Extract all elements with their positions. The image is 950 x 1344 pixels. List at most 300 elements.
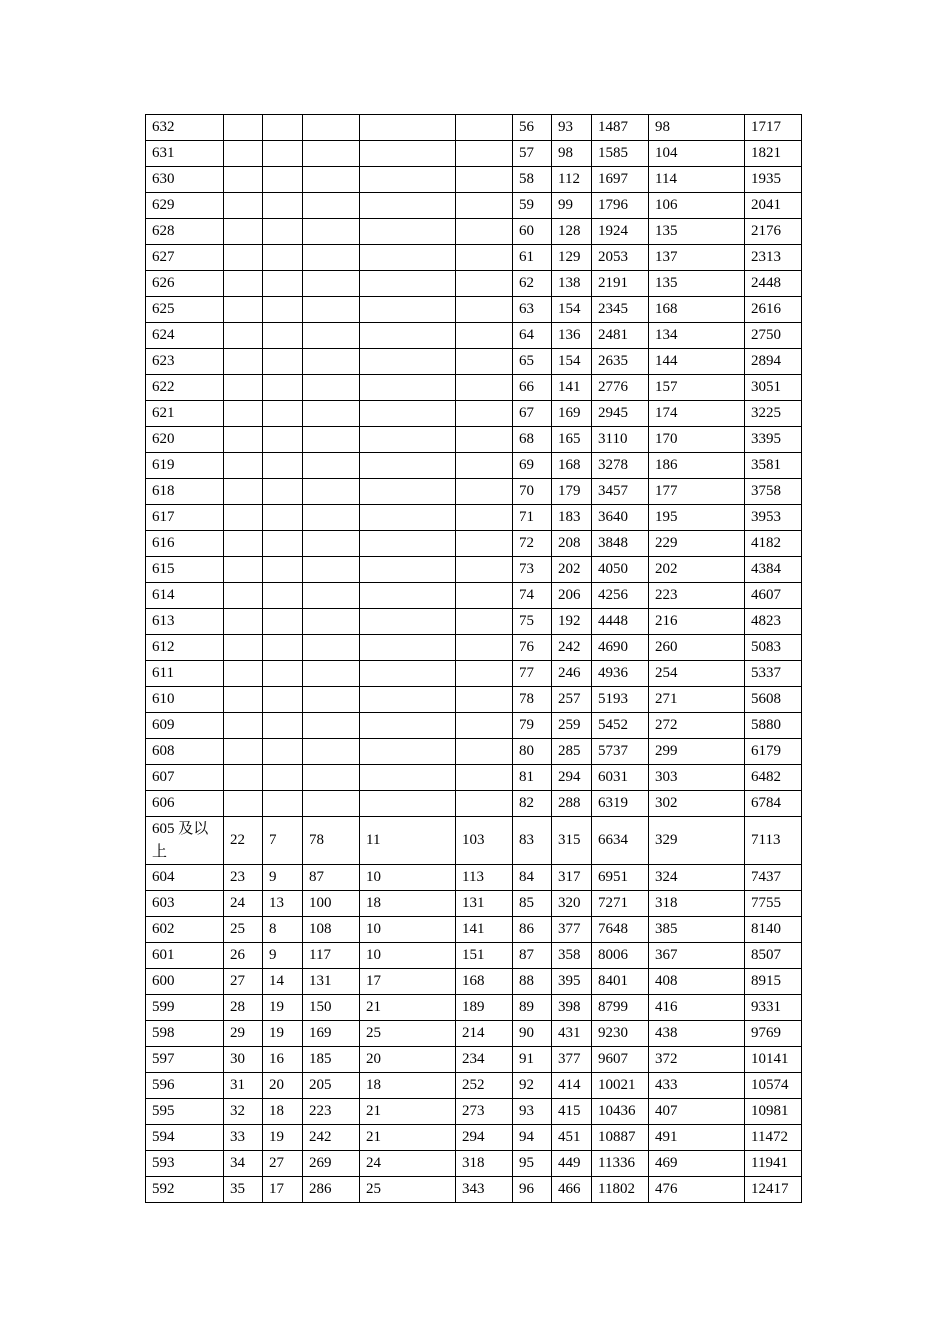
rank-a-cell: 33 <box>224 1125 263 1151</box>
score-cell: 607 <box>146 765 224 791</box>
cumulative-b2-cell: 2176 <box>745 219 802 245</box>
rank-a-cell: 26 <box>224 943 263 969</box>
cumulative-b2-cell: 4823 <box>745 609 802 635</box>
score-cell: 592 <box>146 1177 224 1203</box>
rank-b-cell: 59 <box>513 193 552 219</box>
count-b2-cell: 170 <box>649 427 745 453</box>
rank-b-cell: 75 <box>513 609 552 635</box>
cumulative-a2-cell <box>456 505 513 531</box>
cumulative-b2-cell: 1717 <box>745 115 802 141</box>
score-cell: 622 <box>146 375 224 401</box>
count-b2-cell: 168 <box>649 297 745 323</box>
score-cell: 593 <box>146 1151 224 1177</box>
rank-a-cell <box>224 167 263 193</box>
count-a1-cell: 7 <box>263 817 303 865</box>
score-cell: 598 <box>146 1021 224 1047</box>
score-cell: 623 <box>146 349 224 375</box>
rank-a-cell <box>224 453 263 479</box>
count-a1-cell <box>263 453 303 479</box>
count-b2-cell: 491 <box>649 1125 745 1151</box>
cumulative-a2-cell <box>456 609 513 635</box>
count-b1-cell: 294 <box>552 765 592 791</box>
score-cell: 603 <box>146 891 224 917</box>
count-a2-cell: 18 <box>360 1073 456 1099</box>
cumulative-b2-cell: 3395 <box>745 427 802 453</box>
count-a2-cell <box>360 271 456 297</box>
count-b1-cell: 414 <box>552 1073 592 1099</box>
table-row <box>146 1125 802 1151</box>
count-b2-cell: 229 <box>649 531 745 557</box>
count-a2-cell <box>360 661 456 687</box>
cumulative-a1-cell <box>303 271 360 297</box>
score-cell: 606 <box>146 791 224 817</box>
count-a2-cell <box>360 583 456 609</box>
cumulative-b1-cell: 3457 <box>592 479 649 505</box>
rank-a-cell <box>224 765 263 791</box>
count-a2-cell <box>360 427 456 453</box>
count-a1-cell <box>263 141 303 167</box>
score-cell: 621 <box>146 401 224 427</box>
rank-b-cell: 86 <box>513 917 552 943</box>
table-row <box>146 479 802 505</box>
cumulative-a2-cell <box>456 765 513 791</box>
cumulative-a2-cell: 234 <box>456 1047 513 1073</box>
count-b2-cell: 433 <box>649 1073 745 1099</box>
count-a1-cell <box>263 505 303 531</box>
score-cell: 612 <box>146 635 224 661</box>
cumulative-a2-cell <box>456 661 513 687</box>
table-row <box>146 1099 802 1125</box>
count-b1-cell: 192 <box>552 609 592 635</box>
count-a1-cell: 9 <box>263 865 303 891</box>
count-a2-cell <box>360 323 456 349</box>
count-a1-cell <box>263 375 303 401</box>
cumulative-b2-cell: 5337 <box>745 661 802 687</box>
cumulative-a1-cell <box>303 375 360 401</box>
count-a2-cell: 17 <box>360 969 456 995</box>
cumulative-b1-cell: 8401 <box>592 969 649 995</box>
table-body <box>146 115 802 1203</box>
count-b2-cell: 408 <box>649 969 745 995</box>
count-a1-cell <box>263 609 303 635</box>
count-a1-cell <box>263 557 303 583</box>
count-b2-cell: 367 <box>649 943 745 969</box>
cumulative-b2-cell: 3225 <box>745 401 802 427</box>
count-b2-cell: 98 <box>649 115 745 141</box>
score-cell: 625 <box>146 297 224 323</box>
cumulative-b2-cell: 10141 <box>745 1047 802 1073</box>
count-a1-cell <box>263 765 303 791</box>
cumulative-b1-cell: 11802 <box>592 1177 649 1203</box>
count-b2-cell: 144 <box>649 349 745 375</box>
cumulative-b2-cell: 3051 <box>745 375 802 401</box>
cumulative-b2-cell: 11941 <box>745 1151 802 1177</box>
count-b1-cell: 136 <box>552 323 592 349</box>
cumulative-b1-cell: 2191 <box>592 271 649 297</box>
cumulative-b1-cell: 1487 <box>592 115 649 141</box>
score-cell: 627 <box>146 245 224 271</box>
rank-b-cell: 76 <box>513 635 552 661</box>
count-b1-cell: 154 <box>552 297 592 323</box>
count-a1-cell <box>263 713 303 739</box>
count-b1-cell: 98 <box>552 141 592 167</box>
rank-b-cell: 80 <box>513 739 552 765</box>
count-a1-cell: 18 <box>263 1099 303 1125</box>
rank-b-cell: 91 <box>513 1047 552 1073</box>
rank-a-cell <box>224 479 263 505</box>
rank-a-cell <box>224 557 263 583</box>
cumulative-b1-cell: 7648 <box>592 917 649 943</box>
count-a1-cell <box>263 401 303 427</box>
rank-b-cell: 96 <box>513 1177 552 1203</box>
cumulative-b2-cell: 7113 <box>745 817 802 865</box>
cumulative-a1-cell: 100 <box>303 891 360 917</box>
rank-b-cell: 94 <box>513 1125 552 1151</box>
cumulative-a2-cell <box>456 635 513 661</box>
rank-a-cell: 28 <box>224 995 263 1021</box>
count-b1-cell: 169 <box>552 401 592 427</box>
cumulative-b2-cell: 1935 <box>745 167 802 193</box>
count-a1-cell: 16 <box>263 1047 303 1073</box>
cumulative-a2-cell <box>456 271 513 297</box>
cumulative-a2-cell: 168 <box>456 969 513 995</box>
cumulative-a2-cell <box>456 739 513 765</box>
rank-b-cell: 83 <box>513 817 552 865</box>
count-b2-cell: 106 <box>649 193 745 219</box>
rank-b-cell: 88 <box>513 969 552 995</box>
count-a1-cell <box>263 531 303 557</box>
rank-b-cell: 62 <box>513 271 552 297</box>
score-cell: 629 <box>146 193 224 219</box>
count-b1-cell: 183 <box>552 505 592 531</box>
score-cell: 630 <box>146 167 224 193</box>
count-b1-cell: 466 <box>552 1177 592 1203</box>
count-a1-cell <box>263 115 303 141</box>
cumulative-a1-cell: 185 <box>303 1047 360 1073</box>
cumulative-a2-cell: 318 <box>456 1151 513 1177</box>
cumulative-a2-cell <box>456 583 513 609</box>
cumulative-b1-cell: 2635 <box>592 349 649 375</box>
cumulative-a2-cell <box>456 115 513 141</box>
rank-a-cell: 29 <box>224 1021 263 1047</box>
cumulative-b1-cell: 8006 <box>592 943 649 969</box>
rank-b-cell: 79 <box>513 713 552 739</box>
count-b1-cell: 257 <box>552 687 592 713</box>
table-row <box>146 1177 802 1203</box>
count-b2-cell: 469 <box>649 1151 745 1177</box>
count-b1-cell: 154 <box>552 349 592 375</box>
cumulative-a1-cell <box>303 167 360 193</box>
cumulative-b1-cell: 7271 <box>592 891 649 917</box>
count-a1-cell: 19 <box>263 995 303 1021</box>
count-a2-cell <box>360 245 456 271</box>
cumulative-a1-cell <box>303 219 360 245</box>
cumulative-b1-cell: 2345 <box>592 297 649 323</box>
count-a2-cell <box>360 791 456 817</box>
cumulative-a2-cell <box>456 245 513 271</box>
cumulative-a1-cell <box>303 349 360 375</box>
count-b2-cell: 104 <box>649 141 745 167</box>
cumulative-b2-cell: 9769 <box>745 1021 802 1047</box>
count-b1-cell: 165 <box>552 427 592 453</box>
score-cell: 594 <box>146 1125 224 1151</box>
rank-a-cell <box>224 739 263 765</box>
table-row <box>146 323 802 349</box>
count-b2-cell: 223 <box>649 583 745 609</box>
count-a1-cell <box>263 245 303 271</box>
rank-b-cell: 84 <box>513 865 552 891</box>
cumulative-b2-cell: 8915 <box>745 969 802 995</box>
score-cell: 616 <box>146 531 224 557</box>
count-b2-cell: 272 <box>649 713 745 739</box>
rank-b-cell: 66 <box>513 375 552 401</box>
cumulative-b2-cell: 4384 <box>745 557 802 583</box>
count-b2-cell: 416 <box>649 995 745 1021</box>
cumulative-b2-cell: 2313 <box>745 245 802 271</box>
table-row <box>146 891 802 917</box>
rank-a-cell: 24 <box>224 891 263 917</box>
rank-b-cell: 90 <box>513 1021 552 1047</box>
count-a1-cell <box>263 583 303 609</box>
count-b1-cell: 138 <box>552 271 592 297</box>
score-cell: 600 <box>146 969 224 995</box>
cumulative-b1-cell: 11336 <box>592 1151 649 1177</box>
cumulative-b1-cell: 4690 <box>592 635 649 661</box>
count-a2-cell <box>360 479 456 505</box>
count-b2-cell: 137 <box>649 245 745 271</box>
count-b1-cell: 259 <box>552 713 592 739</box>
rank-b-cell: 68 <box>513 427 552 453</box>
cumulative-a1-cell: 205 <box>303 1073 360 1099</box>
cumulative-a1-cell <box>303 661 360 687</box>
count-b1-cell: 112 <box>552 167 592 193</box>
count-a2-cell: 11 <box>360 817 456 865</box>
rank-b-cell: 61 <box>513 245 552 271</box>
cumulative-b2-cell: 10981 <box>745 1099 802 1125</box>
cumulative-a2-cell <box>456 297 513 323</box>
cumulative-a1-cell <box>303 791 360 817</box>
table-row <box>146 1021 802 1047</box>
table-row <box>146 349 802 375</box>
count-b2-cell: 177 <box>649 479 745 505</box>
cumulative-b1-cell: 4936 <box>592 661 649 687</box>
count-a1-cell: 20 <box>263 1073 303 1099</box>
rank-a-cell <box>224 193 263 219</box>
rank-a-cell: 23 <box>224 865 263 891</box>
cumulative-b1-cell: 5193 <box>592 687 649 713</box>
count-b1-cell: 395 <box>552 969 592 995</box>
cumulative-b1-cell: 2945 <box>592 401 649 427</box>
cumulative-a1-cell <box>303 193 360 219</box>
cumulative-b1-cell: 3848 <box>592 531 649 557</box>
count-a2-cell: 10 <box>360 943 456 969</box>
table-row <box>146 661 802 687</box>
count-a2-cell <box>360 609 456 635</box>
cumulative-a1-cell: 117 <box>303 943 360 969</box>
cumulative-b1-cell: 5452 <box>592 713 649 739</box>
rank-a-cell <box>224 635 263 661</box>
count-a2-cell <box>360 349 456 375</box>
cumulative-b1-cell: 3110 <box>592 427 649 453</box>
cumulative-b1-cell: 9230 <box>592 1021 649 1047</box>
count-a2-cell <box>360 505 456 531</box>
rank-b-cell: 60 <box>513 219 552 245</box>
score-distribution-table <box>145 114 802 1203</box>
table-row <box>146 297 802 323</box>
cumulative-a1-cell <box>303 583 360 609</box>
cumulative-a2-cell: 343 <box>456 1177 513 1203</box>
cumulative-b1-cell: 4256 <box>592 583 649 609</box>
count-a1-cell <box>263 219 303 245</box>
cumulative-a2-cell: 189 <box>456 995 513 1021</box>
count-a2-cell <box>360 453 456 479</box>
table-row <box>146 401 802 427</box>
cumulative-a2-cell: 151 <box>456 943 513 969</box>
table-row <box>146 167 802 193</box>
score-cell: 604 <box>146 865 224 891</box>
count-a2-cell: 18 <box>360 891 456 917</box>
rank-a-cell <box>224 141 263 167</box>
cumulative-b2-cell: 8507 <box>745 943 802 969</box>
rank-a-cell <box>224 427 263 453</box>
cumulative-a2-cell: 131 <box>456 891 513 917</box>
cumulative-b1-cell: 3278 <box>592 453 649 479</box>
table-row <box>146 687 802 713</box>
count-a2-cell <box>360 557 456 583</box>
count-a2-cell <box>360 375 456 401</box>
cumulative-a2-cell: 273 <box>456 1099 513 1125</box>
count-b1-cell: 168 <box>552 453 592 479</box>
cumulative-b2-cell: 7437 <box>745 865 802 891</box>
count-b1-cell: 320 <box>552 891 592 917</box>
count-b2-cell: 385 <box>649 917 745 943</box>
cumulative-a2-cell <box>456 713 513 739</box>
cumulative-a2-cell <box>456 531 513 557</box>
count-a2-cell <box>360 765 456 791</box>
cumulative-b2-cell: 6784 <box>745 791 802 817</box>
table-row <box>146 765 802 791</box>
cumulative-a1-cell <box>303 635 360 661</box>
count-a2-cell <box>360 687 456 713</box>
count-a1-cell: 9 <box>263 943 303 969</box>
count-b2-cell: 372 <box>649 1047 745 1073</box>
cumulative-a2-cell <box>456 349 513 375</box>
cumulative-a1-cell: 150 <box>303 995 360 1021</box>
score-cell: 610 <box>146 687 224 713</box>
table-row <box>146 141 802 167</box>
table-row <box>146 635 802 661</box>
count-b2-cell: 302 <box>649 791 745 817</box>
cumulative-b2-cell: 5608 <box>745 687 802 713</box>
count-a2-cell <box>360 141 456 167</box>
rank-a-cell: 32 <box>224 1099 263 1125</box>
count-b2-cell: 260 <box>649 635 745 661</box>
count-b2-cell: 135 <box>649 271 745 297</box>
count-b1-cell: 288 <box>552 791 592 817</box>
count-b2-cell: 329 <box>649 817 745 865</box>
count-b1-cell: 317 <box>552 865 592 891</box>
cumulative-b1-cell: 2481 <box>592 323 649 349</box>
cumulative-b1-cell: 1585 <box>592 141 649 167</box>
rank-b-cell: 70 <box>513 479 552 505</box>
table-row <box>146 505 802 531</box>
cumulative-b2-cell: 2750 <box>745 323 802 349</box>
count-b2-cell: 157 <box>649 375 745 401</box>
count-a1-cell <box>263 349 303 375</box>
rank-b-cell: 93 <box>513 1099 552 1125</box>
cumulative-b2-cell: 4607 <box>745 583 802 609</box>
count-b1-cell: 99 <box>552 193 592 219</box>
cumulative-b2-cell: 3953 <box>745 505 802 531</box>
count-b1-cell: 415 <box>552 1099 592 1125</box>
cumulative-b1-cell: 2053 <box>592 245 649 271</box>
rank-b-cell: 78 <box>513 687 552 713</box>
count-a1-cell <box>263 271 303 297</box>
table-row <box>146 739 802 765</box>
count-b2-cell: 254 <box>649 661 745 687</box>
cumulative-b2-cell: 3758 <box>745 479 802 505</box>
count-a2-cell <box>360 167 456 193</box>
score-cell: 597 <box>146 1047 224 1073</box>
score-cell: 599 <box>146 995 224 1021</box>
cumulative-b2-cell: 2448 <box>745 271 802 297</box>
cumulative-a1-cell: 223 <box>303 1099 360 1125</box>
rank-a-cell <box>224 661 263 687</box>
cumulative-a2-cell <box>456 687 513 713</box>
count-b1-cell: 285 <box>552 739 592 765</box>
count-a1-cell <box>263 661 303 687</box>
count-a2-cell <box>360 401 456 427</box>
count-b2-cell: 476 <box>649 1177 745 1203</box>
count-b1-cell: 208 <box>552 531 592 557</box>
rank-a-cell <box>224 791 263 817</box>
count-a2-cell <box>360 713 456 739</box>
cumulative-a1-cell <box>303 401 360 427</box>
count-a1-cell: 27 <box>263 1151 303 1177</box>
cumulative-a2-cell: 252 <box>456 1073 513 1099</box>
cumulative-b2-cell: 3581 <box>745 453 802 479</box>
cumulative-a2-cell: 294 <box>456 1125 513 1151</box>
score-cell: 595 <box>146 1099 224 1125</box>
count-b2-cell: 135 <box>649 219 745 245</box>
count-b1-cell: 358 <box>552 943 592 969</box>
cumulative-a1-cell <box>303 765 360 791</box>
count-b1-cell: 179 <box>552 479 592 505</box>
table-row <box>146 115 802 141</box>
rank-b-cell: 71 <box>513 505 552 531</box>
rank-a-cell <box>224 713 263 739</box>
score-cell: 620 <box>146 427 224 453</box>
rank-a-cell: 27 <box>224 969 263 995</box>
score-cell: 609 <box>146 713 224 739</box>
cumulative-b1-cell: 1924 <box>592 219 649 245</box>
count-a1-cell: 19 <box>263 1125 303 1151</box>
table-row <box>146 917 802 943</box>
rank-b-cell: 63 <box>513 297 552 323</box>
cumulative-a2-cell: 141 <box>456 917 513 943</box>
rank-a-cell <box>224 271 263 297</box>
count-b2-cell: 195 <box>649 505 745 531</box>
count-a1-cell: 19 <box>263 1021 303 1047</box>
score-cell: 602 <box>146 917 224 943</box>
table-row <box>146 531 802 557</box>
count-a1-cell: 17 <box>263 1177 303 1203</box>
cumulative-b1-cell: 1796 <box>592 193 649 219</box>
cumulative-b2-cell: 2616 <box>745 297 802 323</box>
cumulative-b2-cell: 1821 <box>745 141 802 167</box>
cumulative-b1-cell: 9607 <box>592 1047 649 1073</box>
score-cell: 624 <box>146 323 224 349</box>
